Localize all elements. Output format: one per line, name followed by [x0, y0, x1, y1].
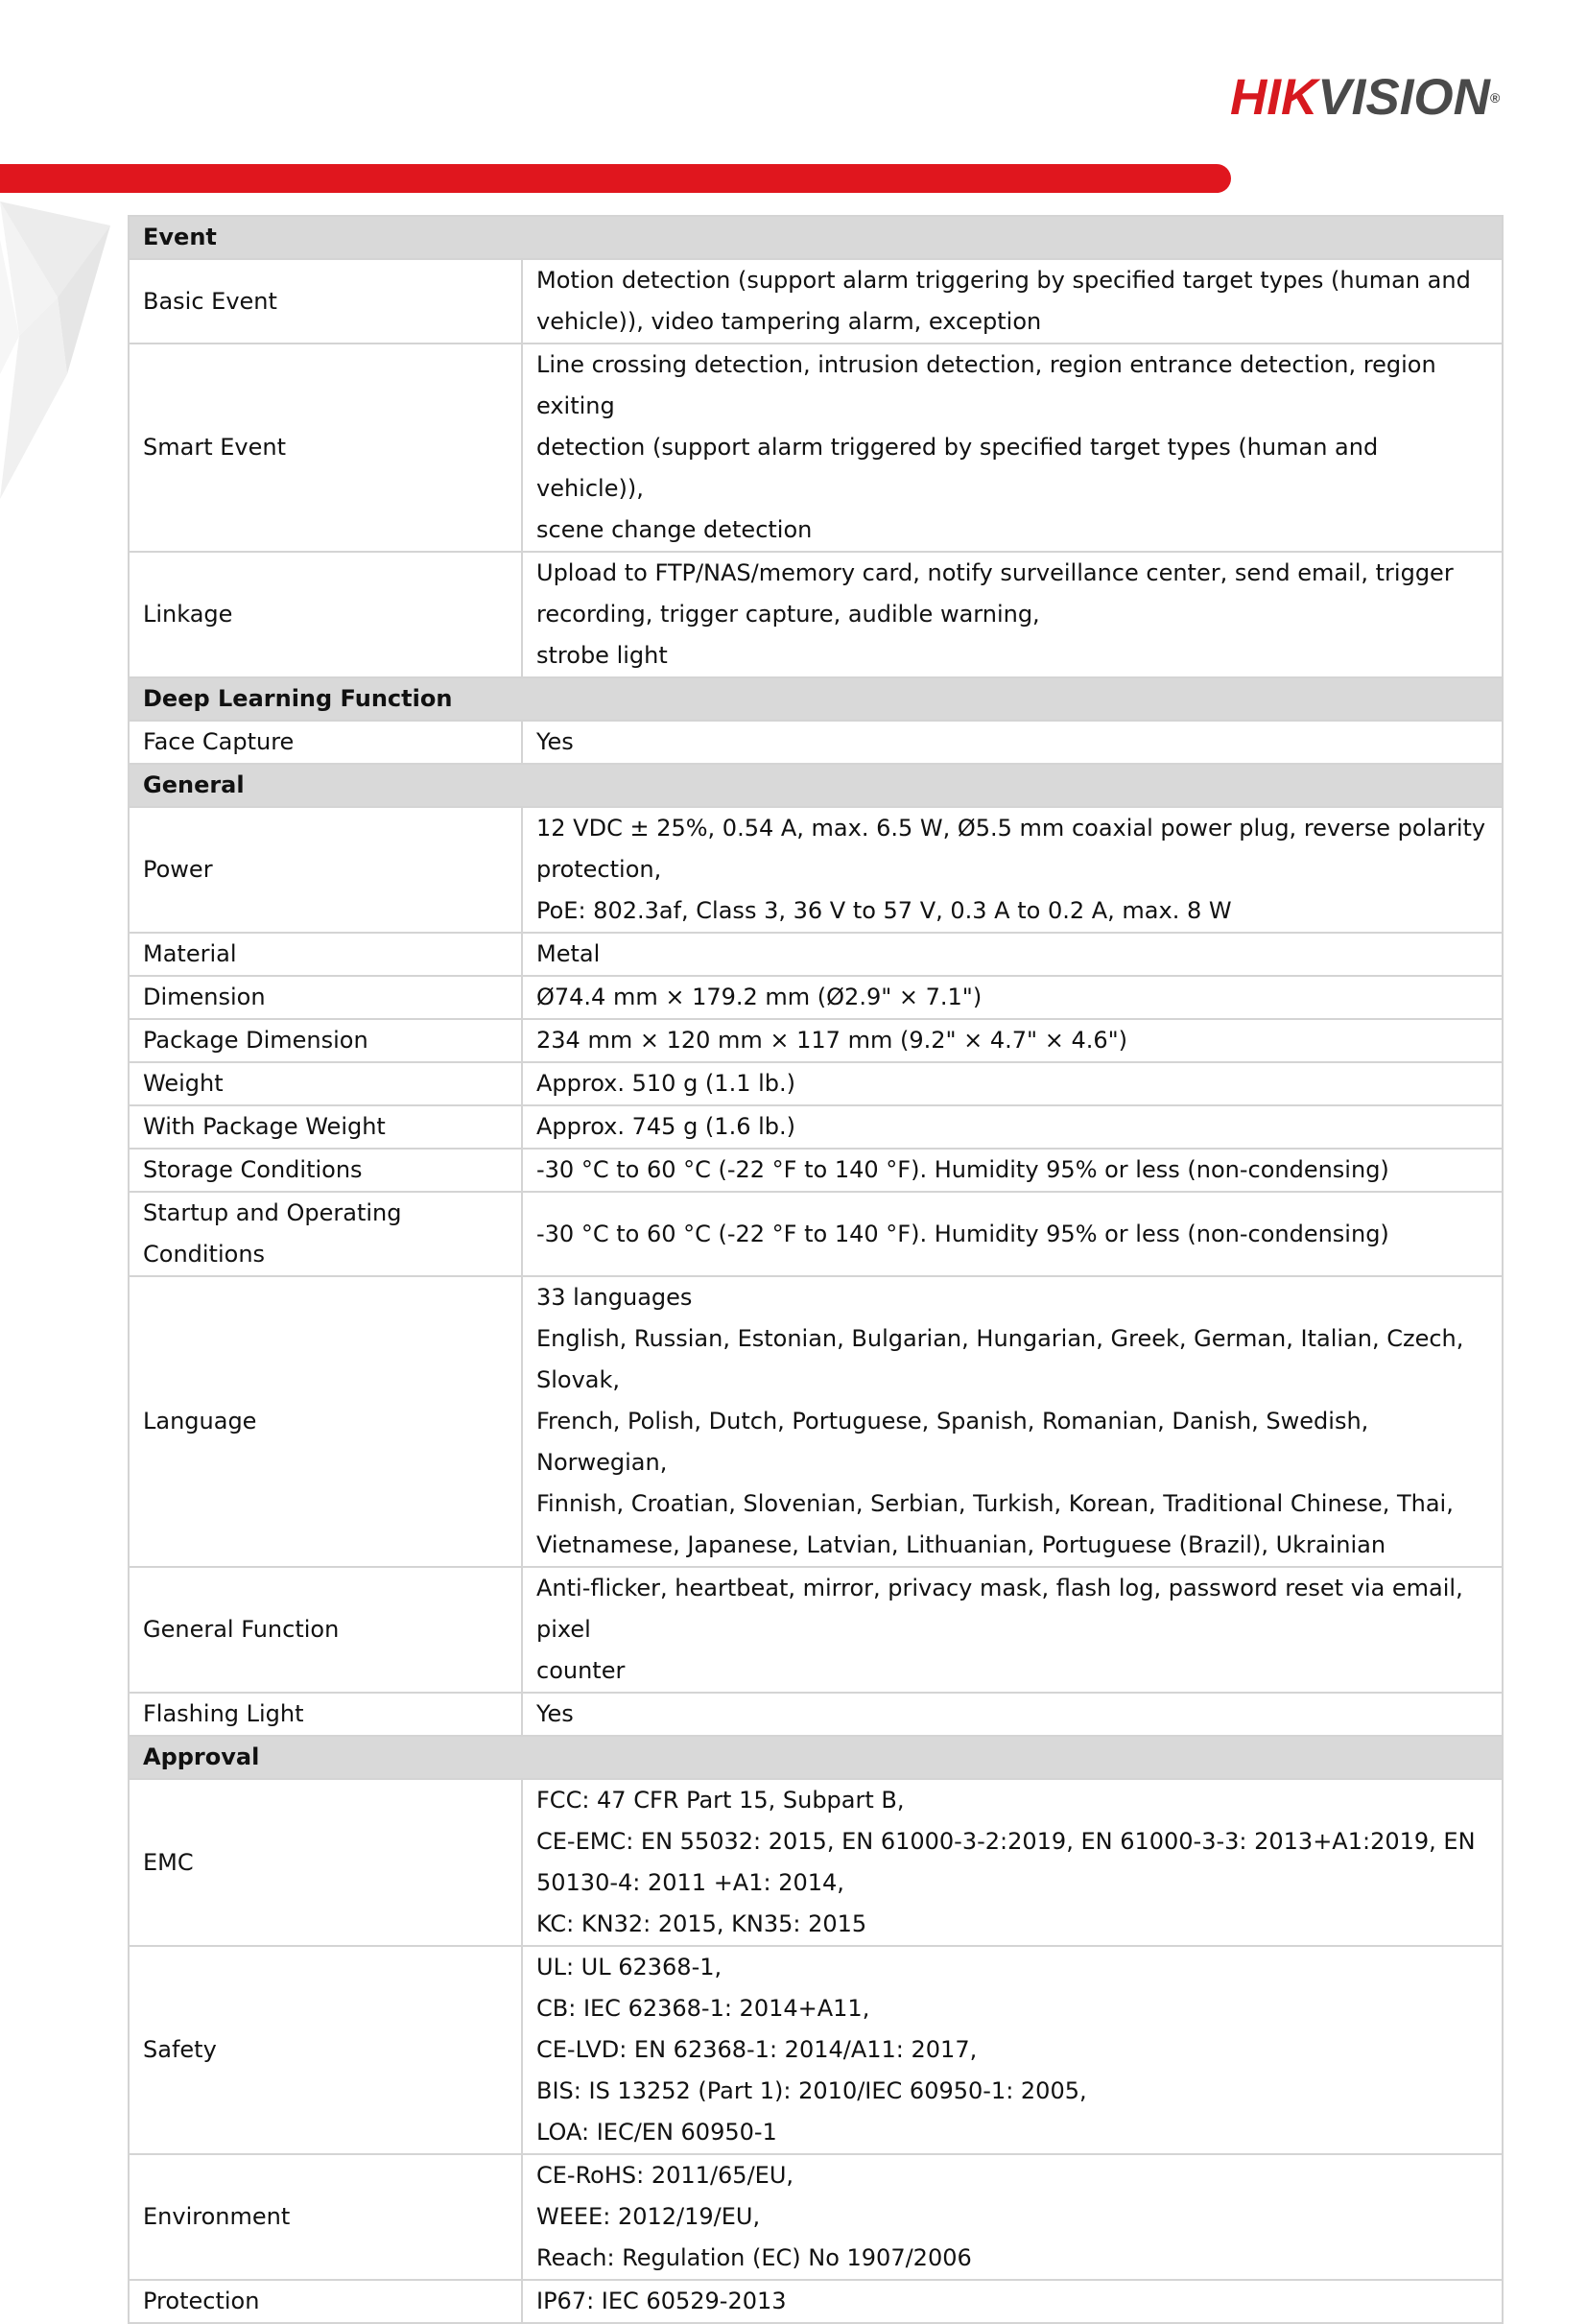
spec-row	[129, 721, 1503, 764]
spec-value-line: Approx. 745 g (1.6 lb.)	[536, 1113, 795, 1140]
spec-value	[522, 1779, 1503, 1946]
spec-label: Environment	[129, 2154, 522, 2280]
spec-value	[522, 721, 1503, 764]
spec-value-line: Approx. 510 g (1.1 lb.)	[536, 1070, 795, 1097]
spec-value-line: Ø74.4 mm × 179.2 mm (Ø2.9" × 7.1")	[536, 984, 983, 1010]
spec-value-line: 33 languages	[536, 1284, 693, 1311]
spec-label: Language	[129, 1276, 522, 1567]
spec-value-line: English, Russian, Estonian, Bulgarian, Hungarian, Greek, German, Italian, Czech, Slovak,	[536, 1325, 1472, 1393]
spec-value	[522, 1276, 1503, 1567]
spec-table	[128, 215, 1504, 2324]
spec-value	[522, 1192, 1503, 1276]
spec-row	[129, 1779, 1503, 1946]
spec-table-body	[129, 216, 1503, 2323]
section-title: Event	[129, 216, 1503, 259]
spec-label: Package Dimension	[129, 1019, 522, 1062]
spec-value-line: recording, trigger capture, audible warning,	[536, 601, 1040, 628]
spec-value-line: vehicle)), video tampering alarm, exception	[536, 308, 1042, 335]
spec-label: Basic Event	[129, 259, 522, 344]
spec-row	[129, 2280, 1503, 2323]
spec-label: Flashing Light	[129, 1693, 522, 1736]
spec-row	[129, 1567, 1503, 1693]
spec-label: Storage Conditions	[129, 1149, 522, 1192]
spec-row	[129, 1019, 1503, 1062]
decorative-watermark	[0, 182, 125, 509]
spec-value-line: FCC: 47 CFR Part 15, Subpart B,	[536, 1787, 905, 1814]
spec-value	[522, 552, 1503, 677]
section-title: Deep Learning Function	[129, 677, 1503, 721]
spec-value-line: -30 °C to 60 °C (-22 °F to 140 °F). Humidity 95% or less (non-condensing)	[536, 1220, 1389, 1247]
spec-value-line: PoE: 802.3af, Class 3, 36 V to 57 V, 0.3 A to 0.2 A, max. 8 W	[536, 897, 1232, 924]
spec-value	[522, 1105, 1503, 1149]
section-title: Approval	[129, 1736, 1503, 1779]
spec-value	[522, 1062, 1503, 1105]
spec-label: Protection	[129, 2280, 522, 2323]
spec-label: Face Capture	[129, 721, 522, 764]
section-header-row	[129, 216, 1503, 259]
spec-value	[522, 259, 1503, 344]
spec-value-line: Anti-flicker, heartbeat, mirror, privacy mask, flash log, password reset via email, pixel	[536, 1575, 1471, 1643]
spec-row	[129, 259, 1503, 344]
spec-value	[522, 1946, 1503, 2154]
spec-value-line: Finnish, Croatian, Slovenian, Serbian, Turkish, Korean, Traditional Chinese, Thai,	[536, 1490, 1454, 1517]
spec-value	[522, 976, 1503, 1019]
spec-value-line: LOA: IEC/EN 60950-1	[536, 2119, 777, 2146]
spec-value-line: IP67: IEC 60529-2013	[536, 2288, 787, 2314]
spec-label: Linkage	[129, 552, 522, 677]
spec-value	[522, 2154, 1503, 2280]
section-header-row	[129, 764, 1503, 807]
spec-row	[129, 1062, 1503, 1105]
spec-label: With Package Weight	[129, 1105, 522, 1149]
spec-value-line: KC: KN32: 2015, KN35: 2015	[536, 1910, 867, 1937]
logo-red-text: HIK	[1230, 69, 1318, 126]
spec-value	[522, 2280, 1503, 2323]
spec-row	[129, 1192, 1503, 1276]
spec-value-line: protection,	[536, 856, 662, 883]
spec-value-line: CE-EMC: EN 55032: 2015, EN 61000-3-2:2019, EN 61000-3-3: 2013+A1:2019, EN	[536, 1828, 1476, 1855]
spec-label: Smart Event	[129, 344, 522, 552]
spec-value-line: Reach: Regulation (EC) No 1907/2006	[536, 2244, 972, 2271]
spec-row	[129, 2154, 1503, 2280]
spec-value-line: WEEE: 2012/19/EU,	[536, 2203, 761, 2230]
spec-value-line: Yes	[536, 1700, 574, 1727]
spec-row	[129, 807, 1503, 933]
spec-value-line: French, Polish, Dutch, Portuguese, Spanish, Romanian, Danish, Swedish, Norwegian,	[536, 1408, 1376, 1476]
spec-row	[129, 933, 1503, 976]
spec-value-line: UL: UL 62368-1,	[536, 1954, 722, 1980]
header-red-bar	[0, 164, 1231, 193]
hikvision-logo	[1230, 69, 1528, 127]
spec-row	[129, 344, 1503, 552]
spec-label: Material	[129, 933, 522, 976]
spec-row	[129, 1276, 1503, 1567]
spec-value-line: 12 VDC ± 25%, 0.54 A, max. 6.5 W, Ø5.5 mm coaxial power plug, reverse polarity	[536, 815, 1486, 842]
spec-row	[129, 1105, 1503, 1149]
section-title: General	[129, 764, 1503, 807]
spec-value-line: CB: IEC 62368-1: 2014+A11,	[536, 1995, 870, 2022]
spec-value-line: Yes	[536, 728, 574, 755]
spec-value-line: strobe light	[536, 642, 668, 669]
spec-label: Safety	[129, 1946, 522, 2154]
spec-row	[129, 1149, 1503, 1192]
spec-value	[522, 1149, 1503, 1192]
spec-label: EMC	[129, 1779, 522, 1946]
logo-registered-mark: ®	[1489, 90, 1501, 106]
section-header-row	[129, 1736, 1503, 1779]
spec-value-line: CE-RoHS: 2011/65/EU,	[536, 2162, 794, 2189]
spec-value	[522, 1567, 1503, 1693]
spec-value-line: Vietnamese, Japanese, Latvian, Lithuanian, Portuguese (Brazil), Ukrainian	[536, 1531, 1386, 1558]
spec-value-line: scene change detection	[536, 516, 813, 543]
spec-value-line: BIS: IS 13252 (Part 1): 2010/IEC 60950-1: 2005,	[536, 2077, 1087, 2104]
spec-value	[522, 807, 1503, 933]
spec-value-line: Motion detection (support alarm triggering by specified target types (human and	[536, 267, 1471, 294]
spec-value-line: Upload to FTP/NAS/memory card, notify surveillance center, send email, trigger	[536, 559, 1454, 586]
section-header-row	[129, 677, 1503, 721]
spec-label: Weight	[129, 1062, 522, 1105]
spec-value	[522, 1019, 1503, 1062]
spec-value-line: detection (support alarm triggered by specified target types (human and vehicle)),	[536, 434, 1386, 502]
spec-row	[129, 976, 1503, 1019]
spec-row	[129, 552, 1503, 677]
spec-value-line: 50130-4: 2011 +A1: 2014,	[536, 1869, 844, 1896]
spec-value-line: 234 mm × 120 mm × 117 mm (9.2" × 4.7" × 4.6")	[536, 1027, 1128, 1054]
spec-label: Power	[129, 807, 522, 933]
spec-value	[522, 1693, 1503, 1736]
spec-label: Startup and Operating Conditions	[129, 1192, 522, 1276]
spec-label: Dimension	[129, 976, 522, 1019]
spec-value-line: counter	[536, 1657, 626, 1684]
spec-value-line: CE-LVD: EN 62368-1: 2014/A11: 2017,	[536, 2036, 978, 2063]
spec-label: General Function	[129, 1567, 522, 1693]
spec-row	[129, 1693, 1503, 1736]
spec-value-line: -30 °C to 60 °C (-22 °F to 140 °F). Humidity 95% or less (non-condensing)	[536, 1156, 1389, 1183]
spec-value	[522, 933, 1503, 976]
spec-value	[522, 344, 1503, 552]
spec-row	[129, 1946, 1503, 2154]
spec-value-line: Line crossing detection, intrusion detection, region entrance detection, region exiting	[536, 351, 1444, 419]
spec-value-line: Metal	[536, 940, 601, 967]
logo-gray-text: VISION	[1317, 69, 1490, 126]
